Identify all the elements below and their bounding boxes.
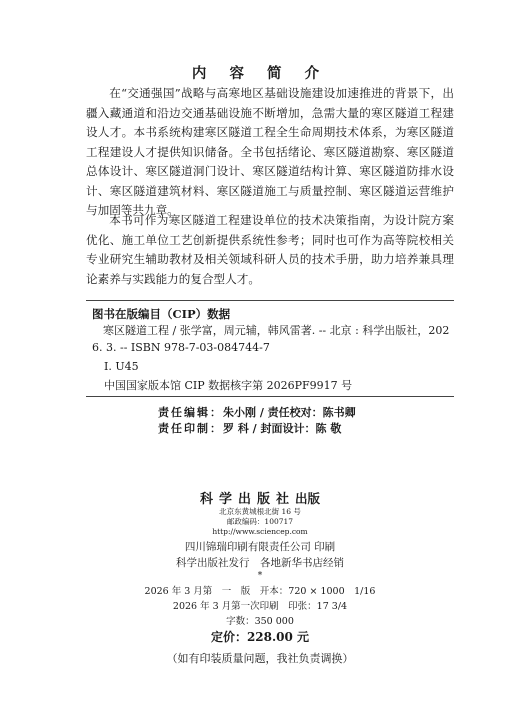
publisher-name	[0, 488, 520, 507]
printing-line: 2026 年 3 月第一次印刷 印张：17 3/4	[172, 601, 348, 612]
printer-line: 四川锦瑞印刷有限责任公司 印刷	[184, 541, 336, 553]
intro-paragraph-2: 本书可作为寒区隧道工程建设单位的技术决策指南，为设计院方案优化、施工单位工艺创新提供系统性参考；同时也可作为高等院校相关专业研究生辅助教材及相关领域科研人员的技术手册，助力培养兼具理论素养与实践能力的复合型人才。	[86, 213, 454, 286]
cip-description: 寒区隧道工程 / 张学富，周元辅，韩风雷著. -- 北京 : 科学出版社，2026. 3. -- ISBN 978-7-03-084744-7	[92, 324, 450, 354]
cip-classification: Ⅰ. U45	[104, 360, 139, 373]
intro-paragraph-1: 在“交通强国”战略与高寒地区基础设施建设加速推进的背景下，出疆入藏通道和沿边交通基础设施不断增加，急需大量的寒区隧道工程建设人才。本书系统构建寒区隧道工程全生命周期技术体系，为寒区隧道工程建设人才提供知识储备。全书包括绪论、寒区隧道勘察、寒区隧道总体设计、寒区隧道洞门设计、寒区隧道结构计算、寒区隧道防排水设计、寒区隧道建筑材料、寒区隧道施工与质量控制、寒区隧道运营维护与加固等共九章。	[86, 86, 454, 217]
edition-line: 2026 年 3 月第 一 版 开本：720 × 1000 1/16	[144, 586, 376, 597]
credits-line-2	[158, 420, 341, 436]
distributor-line: 科学出版社发行 各地新华书店经销	[176, 557, 344, 569]
publisher-address: 北京东黄城根北街 16 号	[219, 507, 301, 516]
print-supervisor-label: 责任印制：	[158, 422, 223, 435]
separator-star: *	[257, 571, 263, 581]
publisher-suffix: 出版	[295, 491, 321, 506]
cip-record-number: 中国国家版本馆 CIP 数据核字第 2026PF9917 号	[104, 379, 353, 392]
print-supervisor-value: 罗 科 / 封面设计：陈 敬	[223, 422, 342, 435]
credits-line-1	[158, 404, 356, 420]
cip-heading: 图书在版编目（CIP）数据	[92, 307, 231, 321]
word-count: 字数：350 000	[226, 616, 294, 627]
editor-value: 朱小刚 / 责任校对：陈书卿	[223, 406, 356, 419]
page-title: 内 容 简 介	[191, 65, 329, 82]
editor-label: 责任编辑：	[158, 406, 223, 419]
publisher-postcode: 邮政编码：100717	[226, 517, 294, 526]
publisher-logo-text: 科学出版社	[199, 492, 295, 507]
cip-bottom-divider	[86, 396, 454, 397]
cip-top-divider	[86, 300, 454, 301]
price: 定价：228.00 元	[210, 630, 310, 644]
publisher-url: http://www.sciencep.com	[212, 527, 308, 536]
quality-notice: （如有印装质量问题，我社负责调换）	[166, 652, 354, 665]
